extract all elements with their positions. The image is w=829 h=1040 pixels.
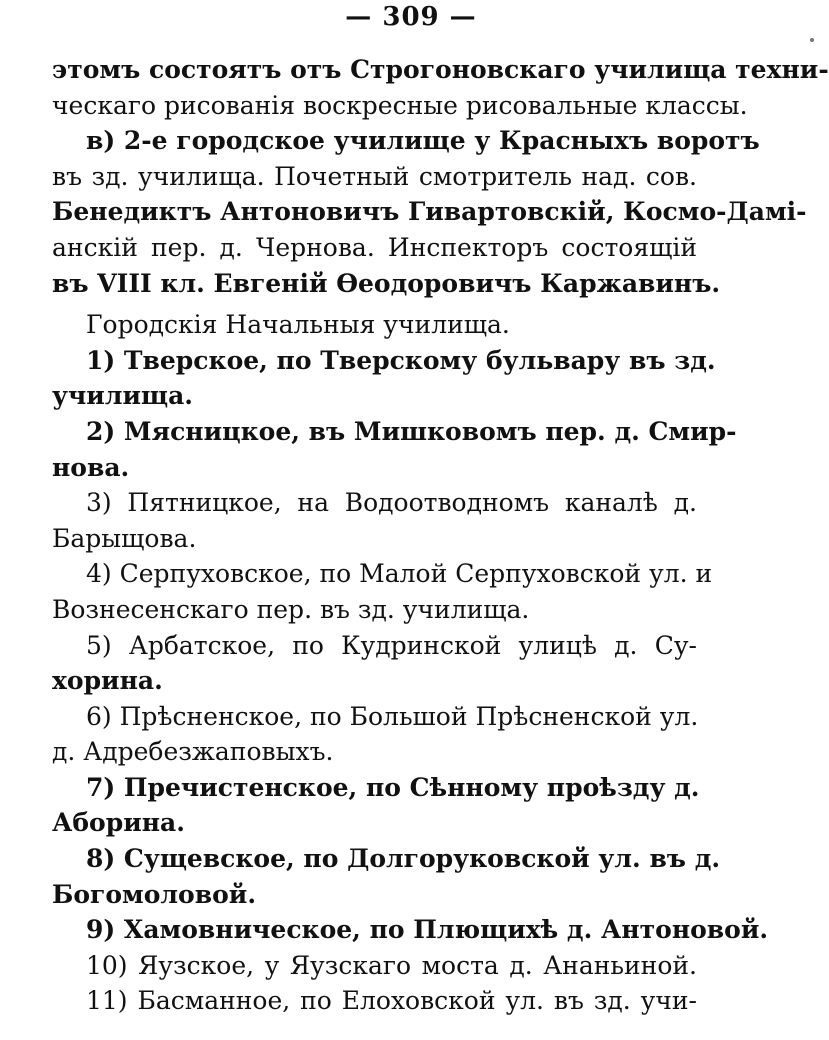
text-line: 1) Тверское, по Тверскому бульвару въ зд. (86, 345, 716, 375)
text-line: 5) Арбатское, по Кудринской улицѣ д. Су- (86, 630, 697, 660)
text-line: Вознесенскаго пер. въ зд. училища. (52, 594, 530, 624)
text-line: 4) Серпуховское, по Малой Серпуховской ул. и (86, 559, 713, 589)
text-line: 9) Хамовническое, по Плющихѣ д. Антоновой. (86, 915, 769, 945)
section-heading: Городскія Начальныя училища. (86, 310, 510, 340)
text-line: 10) Яузское, у Яузскаго моста д. Ананьиной. (86, 950, 697, 980)
text-line: 6) Прѣсненское, по Большой Прѣсненской ул. (86, 701, 699, 731)
text-line: 3) Пятницкое, на Водоотводномъ каналѣ д. (86, 488, 697, 518)
text-line: этомъ состоятъ отъ Строгоновскаго училища техни- (52, 55, 829, 84)
text-line: хорина. (52, 666, 163, 696)
text-line: в) 2-е городское училище у Красныхъ воротъ (86, 126, 760, 156)
text-line: Бенедиктъ Антоновичъ Гивартовскій, Космо-Дамі- (52, 197, 807, 227)
text-line: д. Адребезжаповыхъ. (52, 737, 334, 767)
text-line: нова. (52, 452, 130, 482)
text-line: въ VIII кл. Евгеній Өеодоровичъ Каржавинъ. (52, 268, 721, 298)
stray-ink-mark (810, 38, 814, 42)
page-text (52, 52, 829, 1019)
text-line: 7) Пречистенское, по Сѣнному проѣзду д. (86, 772, 700, 802)
text-line: 11) Басманное, по Елоховской ул. въ зд. учи- (86, 986, 697, 1016)
text-line: училища. (52, 381, 193, 411)
text-line: 8) Сущевское, по Долгоруковской ул. въ д. (86, 844, 721, 874)
text-line: анскій пер. д. Чернова. Инспекторъ состоящій (52, 232, 697, 262)
text-line: Барыщова. (52, 523, 197, 553)
page-number: — 309 — (345, 2, 477, 32)
text-line: Богомоловой. (52, 879, 257, 909)
text-line: ческаго рисованія воскресные рисовальные классы. (52, 90, 748, 120)
text-line: Аборина. (52, 808, 185, 838)
text-line: въ зд. училища. Почетный смотритель над. сов. (52, 161, 697, 191)
text-line: 2) Мясницкое, въ Мишковомъ пер. д. Смир- (86, 416, 737, 446)
